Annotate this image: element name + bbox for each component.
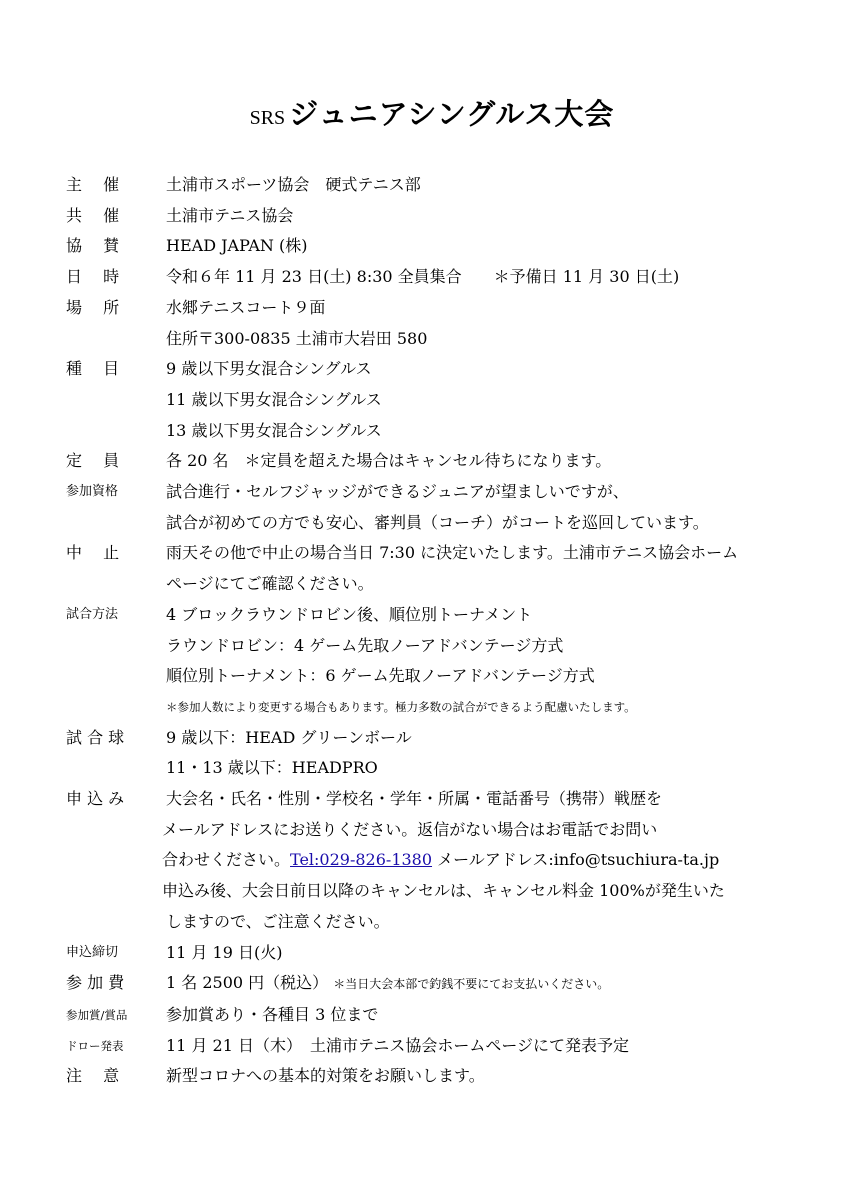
- fee-note: ＊当日大会本部で釣銭不要にてお支払いください。: [333, 977, 610, 992]
- title-main: ジュニアシングルス大会: [289, 97, 615, 131]
- label-format: 試合方法: [66, 606, 119, 622]
- row-eligibility: [66, 477, 826, 538]
- label-capacity: 定 員: [66, 451, 120, 471]
- email-text: info@tsuchiura‐ta.jp: [553, 850, 720, 870]
- deadline-value: 11 月 19 日(火): [166, 942, 283, 962]
- cancellation-line: 雨天その他で中止の場合当日 7:30 に決定いたします。土浦市テニス協会ホーム: [166, 543, 739, 563]
- row-co-organizer: [66, 201, 826, 232]
- format-line: ラウンドロビン：4 ゲーム先取ノーアドバンテージ方式: [166, 635, 564, 655]
- format-note: ＊参加人数により変更する場合もあります。極力多数の試合ができるよう配慮いたします。: [166, 699, 636, 714]
- label-date: 日 時: [66, 267, 120, 287]
- co-organizer-value: 土浦市テニス協会: [166, 205, 294, 225]
- label-fee: 参 加 費: [66, 973, 125, 993]
- application-contact-line: [162, 845, 826, 876]
- eligibility-line: 試合進行・セルフジャッジができるジュニアが望ましいですが、: [166, 482, 629, 502]
- label-events: 種 目: [66, 359, 120, 379]
- venue-value: 水郷テニスコート９面: [166, 297, 326, 317]
- ball-line: 9 歳以下：HEAD グリーンボール: [166, 727, 412, 747]
- fee-line: [166, 968, 826, 1000]
- application-line: 大会名・氏名・性別・学校名・学年・所属・電話番号（携帯）戦歴を: [166, 789, 663, 809]
- application-line: 申込み後、大会日前日以降のキャンセルは、キャンセル料金 100%が発生いた: [162, 881, 725, 901]
- row-caution: [66, 1061, 826, 1092]
- organizer-value: 土浦市スポーツ協会 硬式テニス部: [166, 175, 421, 194]
- label-deadline: 申込締切: [66, 944, 119, 960]
- title-prefix: SRS: [249, 107, 286, 129]
- phone-link[interactable]: Tel:029‐826‐1380: [290, 850, 433, 870]
- row-prize: [66, 1000, 826, 1031]
- row-organizer: [66, 170, 826, 201]
- details-list: [66, 170, 826, 1092]
- date-value: 令和６年 11 月 23 日(土) 8:30 全員集合 ＊予備日 11 月 30 日(土): [166, 267, 680, 287]
- contact-middle: メールアドレス:: [432, 850, 554, 870]
- format-line: 4 ブロックラウンドロビン後、順位別トーナメント: [166, 604, 533, 624]
- label-caution: 注 意: [66, 1066, 120, 1086]
- row-deadline: [66, 938, 826, 969]
- capacity-value: 各 20 名 ＊定員を超えた場合はキャンセル待ちになります。: [166, 451, 612, 471]
- label-draw: ドロー発表: [66, 1038, 124, 1053]
- event-item: 11 歳以下男女混合シングルス: [166, 389, 382, 409]
- contact-prefix: 合わせください。: [162, 850, 291, 870]
- row-date: [66, 262, 826, 293]
- label-cancellation: 中 止: [66, 543, 120, 563]
- row-draw: [66, 1031, 826, 1062]
- sponsor-value: HEAD JAPAN (株): [166, 236, 308, 256]
- row-capacity: [66, 446, 826, 477]
- draw-value: 11 月 21 日（木） 土浦市テニス協会ホームページにて発表予定: [166, 1035, 630, 1055]
- row-application: [66, 784, 826, 938]
- label-sponsor: 協 賛: [66, 236, 120, 256]
- caution-value: 新型コロナへの基本的対策をお願いします。: [166, 1066, 485, 1086]
- venue-address: 住所〒300‐0835 土浦市大岩田 580: [166, 328, 428, 348]
- page-title: [0, 92, 864, 133]
- label-organizer: 主 催: [66, 175, 120, 194]
- row-format: [66, 600, 826, 723]
- row-sponsor: [66, 231, 826, 262]
- format-line: 順位別トーナメント：6 ゲーム先取ノーアドバンテージ方式: [166, 666, 595, 686]
- label-venue: 場 所: [66, 297, 120, 317]
- label-eligibility: 参加資格: [66, 484, 119, 500]
- label-prize: 参加賞/賞品: [66, 1007, 128, 1022]
- label-application: 申 込 み: [66, 789, 125, 809]
- label-co-organizer: 共 催: [66, 205, 120, 225]
- row-fee: [66, 968, 826, 1000]
- row-events: [66, 354, 826, 446]
- prize-value: 参加賞あり・各種目 3 位まで: [166, 1004, 379, 1024]
- label-ball: 試 合 球: [66, 727, 125, 747]
- event-item: 9 歳以下男女混合シングルス: [166, 359, 372, 379]
- cancellation-line: ページにてご確認ください。: [166, 574, 374, 594]
- eligibility-line: 試合が初めての方でも安心、審判員（コーチ）がコートを巡回しています。: [166, 512, 709, 532]
- row-cancellation: [66, 538, 826, 599]
- row-ball: [66, 723, 826, 784]
- ball-line: 11・13 歳以下：HEADPRO: [166, 758, 378, 778]
- row-venue: [66, 293, 826, 354]
- application-line: しますので、ご注意ください。: [166, 911, 390, 931]
- fee-value: 1 名 2500 円（税込）: [166, 973, 329, 993]
- application-line: メールアドレスにお送りください。返信がない場合はお電話でお問い: [162, 819, 658, 839]
- event-item: 13 歳以下男女混合シングルス: [166, 420, 382, 440]
